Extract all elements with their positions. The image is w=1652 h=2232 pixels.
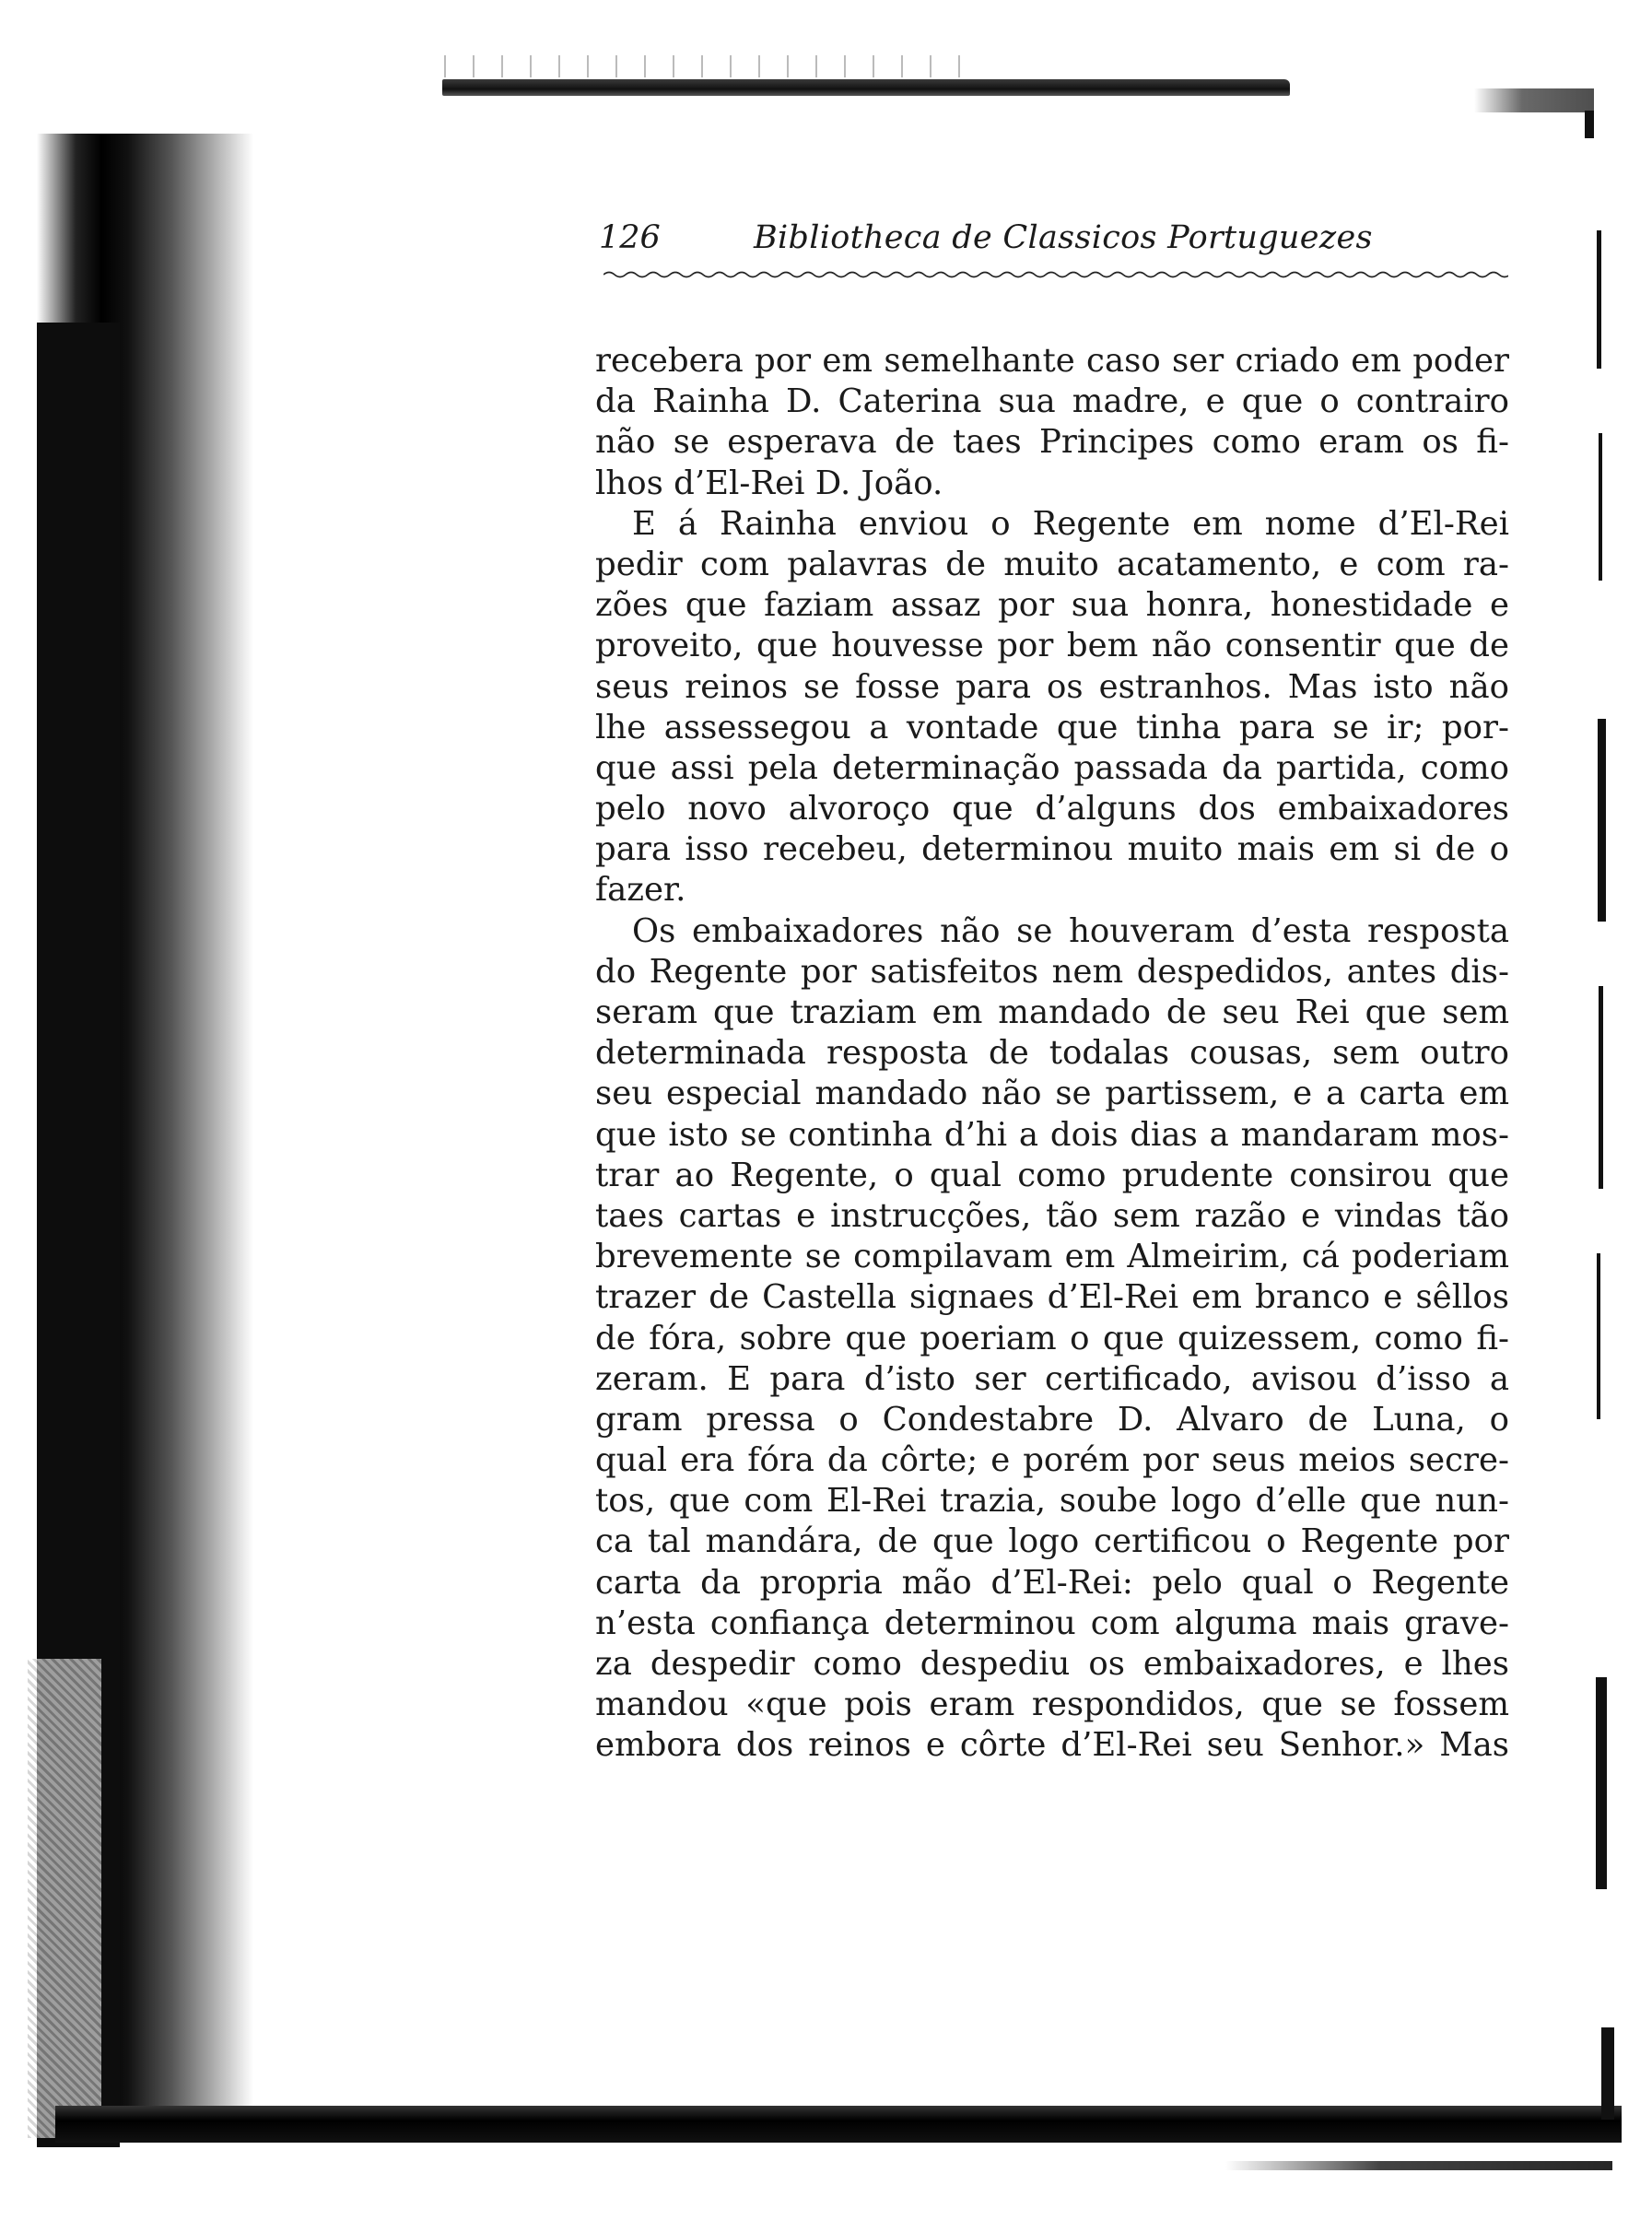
text-line: gram pressa o Condestabre D. Alvaro de Luna, o	[595, 1400, 1509, 1439]
scan-artifact-top-right	[1474, 88, 1594, 112]
scan-artifact-bottom-edge	[55, 2106, 1622, 2143]
text-line: zões que faziam assaz por sua honra, honestidade e	[595, 586, 1509, 625]
text-line: seu especial mandado não se partissem, e a carta em	[595, 1075, 1509, 1113]
scan-artifact-left-noise	[28, 1659, 101, 2138]
text-line: pelo novo alvoroço que d’alguns dos embaixadores	[595, 790, 1509, 828]
text-line: que isto se continha d’hi a dois dias a mandaram mos-	[595, 1115, 1509, 1154]
page-number: 126	[599, 219, 661, 256]
scan-artifact-right-mark	[1599, 433, 1602, 581]
text-line: de fóra, sobre que poeriam o que quizessem, como fi-	[595, 1319, 1509, 1357]
scan-artifact-right-mark	[1599, 986, 1603, 1189]
body-text	[595, 341, 1509, 1767]
text-line: proveito, que houvesse por bem não consentir que de	[595, 627, 1509, 665]
text-line: qual era fóra da côrte; e porém por seus meios secre-	[595, 1441, 1509, 1480]
text-line: seram que traziam em mandado de seu Rei que sem	[595, 993, 1509, 1031]
scan-artifact-right-mark	[1598, 719, 1606, 922]
text-line: não se esperava de taes Principes como eram os fi-	[595, 423, 1509, 462]
scan-artifact-right-mark	[1597, 1253, 1600, 1419]
text-line: lhos d’El-Rei D. João.	[595, 464, 943, 502]
text-line: lhe assessegou a vontade que tinha para se ir; por-	[595, 708, 1509, 746]
paragraph-start-line: Os embaixadores não se houveram d’esta resposta	[632, 911, 1509, 950]
scan-artifact-right-mark	[1597, 230, 1601, 369]
text-line: do Regente por satisfeitos nem despedidos, antes dis-	[595, 952, 1509, 991]
text-line: recebera por em semelhante caso ser criado em poder	[595, 342, 1509, 380]
text-line: que assi pela determinação passada da partida, como	[595, 748, 1509, 787]
text-line: determinada resposta de todalas cousas, sem outro	[595, 1034, 1509, 1073]
text-line: tos, que com El-Rei trazia, soube logo d’elle que nun-	[595, 1482, 1509, 1521]
running-head	[590, 212, 1511, 267]
text-line: zeram. E para d’isto ser certificado, avisou d’isso a	[595, 1359, 1509, 1398]
text-line: trazer de Castella signaes d’El-Rei em branco e sêllos	[595, 1278, 1509, 1317]
text-line: da Rainha D. Caterina sua madre, e que o contrairo	[595, 382, 1509, 421]
scan-artifact-right-mark	[1596, 1677, 1607, 1889]
paragraph-start-line: E á Rainha enviou o Regente em nome d’El-Rei	[632, 504, 1509, 543]
text-line: pedir com palavras de muito acatamento, e com ra-	[595, 545, 1509, 583]
text-line: brevemente se compilavam em Almeirim, cá poderiam	[595, 1238, 1509, 1276]
text-line: trar ao Regente, o qual como prudente consirou que	[595, 1156, 1509, 1194]
page-header-title: Bibliotheca de Classicos Portuguezes	[754, 219, 1373, 256]
scan-artifact-top-specks	[433, 55, 986, 77]
text-line: mandou «que pois eram respondidos, que se fossem	[595, 1686, 1509, 1724]
text-line: za despedir como despediu os embaixadores, e lhes	[595, 1645, 1509, 1683]
scan-artifact-right-mark	[1585, 111, 1594, 138]
scan-artifact-bottom-streak	[1225, 2161, 1612, 2170]
text-line: seus reinos se fosse para os estranhos. Mas isto não	[595, 667, 1509, 706]
text-line: n’esta confiança determinou com alguma mais grave-	[595, 1604, 1509, 1642]
text-line: fazer.	[595, 871, 686, 910]
text-line: para isso recebeu, determinou muito mais em si de o	[595, 830, 1509, 869]
text-line: taes cartas e instrucções, tão sem razão e vindas tão	[595, 1196, 1509, 1235]
text-line: embora dos reinos e côrte d’El-Rei seu Senhor.» Mas	[595, 1726, 1509, 1765]
scan-artifact-right-mark	[1601, 2027, 1614, 2120]
scan-artifact-top-edge	[442, 79, 1290, 96]
header-wavy-rule	[603, 269, 1508, 280]
text-line: carta da propria mão d’El-Rei: pelo qual o Regente	[595, 1563, 1509, 1602]
text-line: ca tal mandára, de que logo certificou o Regente por	[595, 1522, 1509, 1561]
